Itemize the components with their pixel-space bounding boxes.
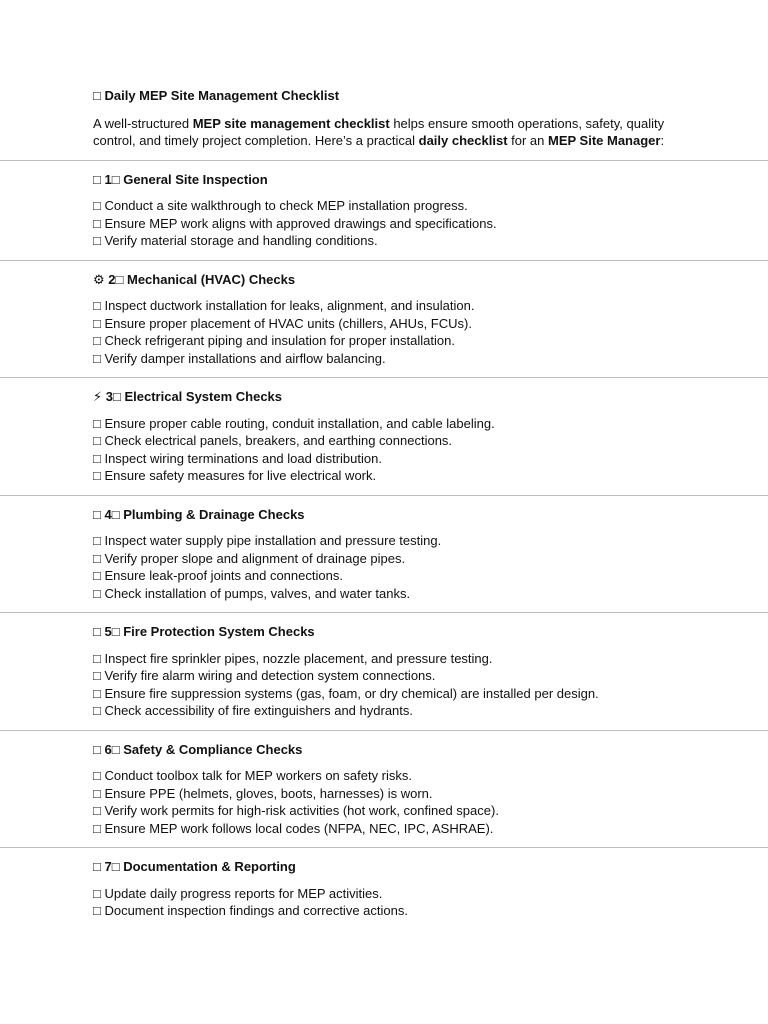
section-heading-text: Safety & Compliance Checks <box>123 741 303 757</box>
document-title <box>93 87 768 105</box>
section-heading <box>93 741 768 759</box>
section-heading-text: Mechanical (HVAC) Checks <box>127 271 296 287</box>
list-item: □ Inspect ductwork installation for leaks, alignment, and insulation. <box>93 298 475 313</box>
list-item: □ Ensure safety measures for live electrical work. <box>93 468 377 483</box>
list-item: □ Verify work permits for high-risk activities (hot work, confined space). <box>93 803 499 818</box>
checkbox-icon: □ <box>93 171 101 187</box>
gear-icon: ⚙ <box>93 271 105 287</box>
list-item: □ Verify fire alarm wiring and detection system connections. <box>93 668 436 683</box>
list-item: □ Check electrical panels, breakers, and earthing connections. <box>93 433 453 448</box>
checklist <box>93 532 768 602</box>
section-number: 3□ <box>105 389 121 404</box>
list-item: □ Ensure PPE (helmets, gloves, boots, harnesses) is worn. <box>93 785 433 801</box>
section-heading-text: Documentation & Reporting <box>123 859 296 874</box>
checklist <box>93 767 768 837</box>
checklist <box>93 650 768 720</box>
section-heading-text: Plumbing & Drainage Checks <box>123 506 305 522</box>
section-number: 7□ <box>104 859 120 874</box>
list-item: □ Ensure leak-proof joints and connections. <box>93 568 343 583</box>
list-item: □ Verify damper installations and airflow balancing. <box>93 350 386 366</box>
section-heading-text: Fire Protection System Checks <box>123 624 315 639</box>
section-number: 5□ <box>104 624 120 639</box>
list-item: □ Ensure proper placement of HVAC units (chillers, AHUs, FCUs). <box>93 315 472 331</box>
list-item: □ Conduct a site walkthrough to check MEP installation progress. <box>93 198 468 213</box>
section-general-site-inspection <box>93 161 768 260</box>
checklist <box>93 885 768 920</box>
section-number: 1□ <box>104 171 120 187</box>
checkbox-icon: □ <box>93 624 101 639</box>
intro-paragraph: A well-structured MEP site management checklist helps ensure smooth operations, safety, quality control, and timely project completion. Here’s a practical daily checklist for an MEP Site Manager: <box>93 115 665 148</box>
list-item: □ Inspect wiring terminations and load distribution. <box>93 450 382 466</box>
section-heading-text: Electrical System Checks <box>124 389 283 404</box>
section-mechanical-hvac <box>93 261 768 378</box>
section-number: 2□ <box>108 271 124 287</box>
checkbox-icon: □ <box>93 506 101 522</box>
list-item: □ Check installation of pumps, valves, and water tanks. <box>93 585 411 601</box>
section-fire-protection <box>93 613 768 730</box>
list-item: □ Document inspection findings and corrective actions. <box>93 903 408 918</box>
list-item: □ Update daily progress reports for MEP activities. <box>93 885 383 901</box>
section-heading <box>93 271 768 289</box>
document-title-text: Daily MEP Site Management Checklist <box>104 88 340 103</box>
section-number: 4□ <box>104 506 120 522</box>
section-heading <box>93 858 768 876</box>
list-item: □ Ensure fire suppression systems (gas, foam, or dry chemical) are installed per design. <box>93 685 599 701</box>
section-heading <box>93 623 768 641</box>
list-item: □ Inspect fire sprinkler pipes, nozzle placement, and pressure testing. <box>93 650 493 666</box>
list-item: □ Ensure MEP work aligns with approved drawings and specifications. <box>93 215 497 231</box>
lightning-icon: ⚡ <box>93 389 103 404</box>
section-heading <box>93 171 768 189</box>
list-item: □ Check refrigerant piping and insulation for proper installation. <box>93 333 455 348</box>
list-item: □ Verify material storage and handling conditions. <box>93 233 378 248</box>
section-heading <box>93 388 768 406</box>
section-heading-text: General Site Inspection <box>123 171 268 187</box>
list-item: □ Ensure proper cable routing, conduit installation, and cable labeling. <box>93 415 495 431</box>
list-item: □ Conduct toolbox talk for MEP workers on safety risks. <box>93 768 413 783</box>
checkbox-icon: □ <box>93 88 101 103</box>
checklist <box>93 297 768 367</box>
list-item: □ Inspect water supply pipe installation and pressure testing. <box>93 533 442 548</box>
list-item: □ Check accessibility of fire extinguishers and hydrants. <box>93 703 413 718</box>
section-electrical <box>93 378 768 495</box>
section-heading <box>93 506 768 524</box>
checklist <box>93 415 768 485</box>
list-item: □ Ensure MEP work follows local codes (NFPA, NEC, IPC, ASHRAE). <box>93 820 494 836</box>
list-item: □ Verify proper slope and alignment of drainage pipes. <box>93 550 406 566</box>
checklist <box>93 197 768 250</box>
section-number: 6□ <box>104 741 120 757</box>
section-documentation-reporting <box>93 848 768 930</box>
document-page <box>93 87 768 930</box>
section-safety-compliance <box>93 731 768 848</box>
checkbox-icon: □ <box>93 859 101 874</box>
section-plumbing-drainage <box>93 496 768 613</box>
checkbox-icon: □ <box>93 741 101 757</box>
